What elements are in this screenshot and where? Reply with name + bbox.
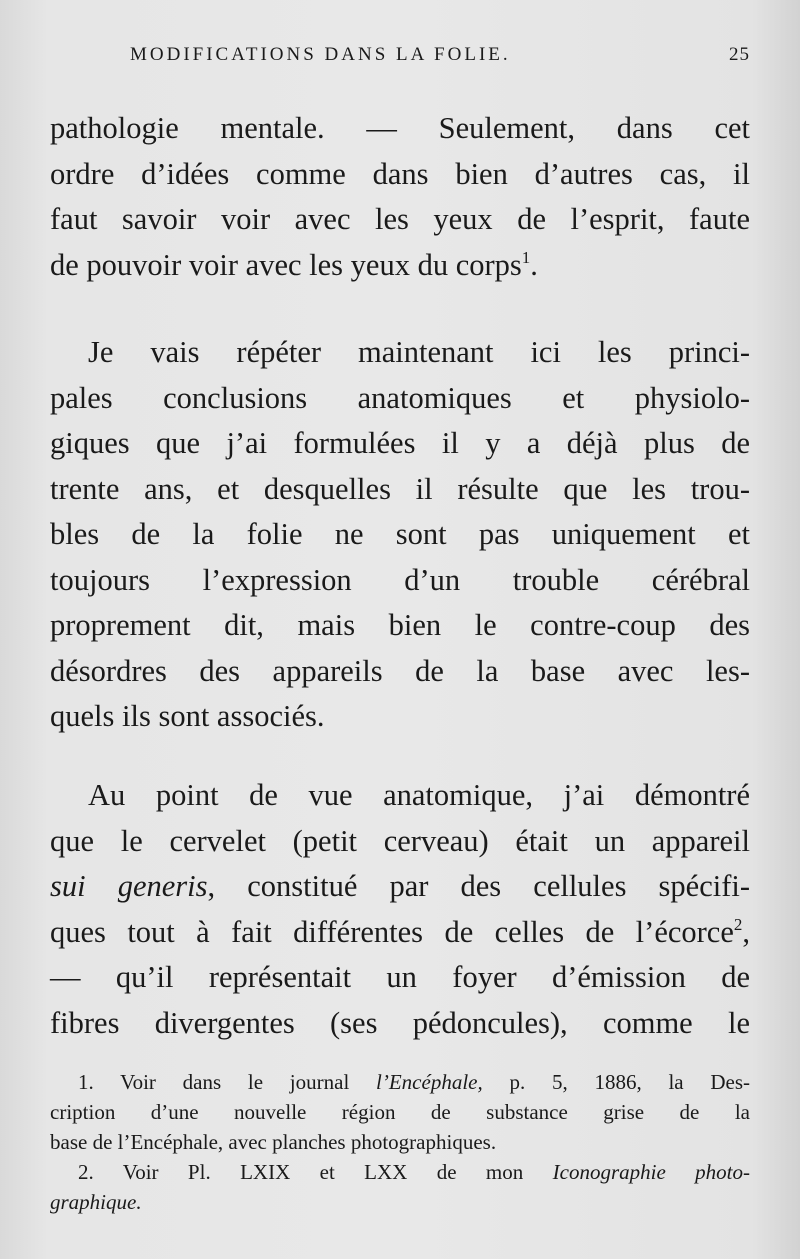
text-line: quels ils sont associés. — [50, 699, 325, 733]
text-segment: de pouvoir voir avec les yeux du corps — [50, 247, 522, 282]
text-line: toujours l’expression d’un trouble cérébral — [50, 562, 750, 597]
footnote-line: base de l’Encéphale, avec planches photographiques. — [50, 1130, 497, 1154]
page-number: 25 — [729, 44, 750, 65]
footnote-ref-1: 1 — [521, 247, 531, 267]
text-line: trente ans, et desquelles il résulte que les trou- — [50, 471, 750, 506]
text-line: fibres divergentes (ses pédoncules), comme le — [50, 1005, 750, 1040]
footnote-marker: 2. — [78, 1160, 94, 1184]
text-line: — qu’il représentait un foyer d’émission de — [50, 960, 750, 994]
footnote-marker: 1. — [78, 1070, 94, 1094]
italic-phrase: sui generis — [50, 869, 208, 903]
footnote-1 — [50, 1067, 750, 1097]
footnote-2 — [50, 1157, 750, 1187]
text-segment: ques tout à fait différentes de celles de l’écorce — [50, 914, 734, 949]
text-line: faut savoir voir avec les yeux de l’esprit, faute — [50, 202, 750, 236]
text-line: proprement dit, mais bien le contre-coup des — [50, 608, 750, 642]
italic-phrase: Iconographie photo- — [552, 1160, 750, 1184]
text-line: bles de la folie ne sont pas uniquement et — [50, 517, 750, 551]
paragraph-1 — [50, 106, 750, 288]
text-segment: Voir Pl. LXIX et LXX de mon — [122, 1160, 553, 1184]
footnote-ref-2: 2 — [733, 914, 743, 934]
paragraph-3 — [50, 773, 750, 1046]
running-title: MODIFICATIONS DANS LA FOLIE. — [130, 44, 511, 65]
text-line: giques que j’ai formulées il y a déjà plus de — [50, 426, 750, 460]
italic-phrase: graphique. — [50, 1190, 142, 1214]
text-line: que le cervelet (petit cerveau) était un appareil — [50, 823, 750, 858]
text-line: désordres des appareils de la base avec les- — [50, 653, 750, 688]
text-line — [50, 864, 750, 910]
footnote-line — [50, 1187, 750, 1217]
footnotes — [50, 1067, 750, 1217]
text-segment: . — [530, 247, 538, 282]
text-segment: Voir dans le journal — [120, 1070, 377, 1094]
footnote-line: cription d’une nouvelle région de substance grise de la — [50, 1100, 750, 1124]
paragraph-2 — [50, 330, 750, 740]
text-line: pathologie mentale. — Seulement, dans cet — [50, 111, 750, 145]
text-segment: p. 5, 1886, la Des- — [482, 1070, 751, 1094]
text-line: Au point de vue anatomique, j’ai démontré — [88, 778, 750, 812]
text-line: pales conclusions anatomiques et physiolo- — [50, 380, 750, 415]
text-line: Je vais répéter maintenant ici les princi- — [88, 335, 750, 369]
text-line — [50, 910, 750, 956]
text-line — [50, 243, 750, 289]
text-line: ordre d’idées comme dans bien d’autres cas, il — [50, 156, 750, 191]
italic-phrase: l’Encéphale, — [376, 1070, 483, 1094]
text-segment: , constitué par des cellules spécifi- — [207, 869, 750, 903]
text-segment: , — [742, 914, 750, 949]
running-head — [130, 44, 750, 74]
